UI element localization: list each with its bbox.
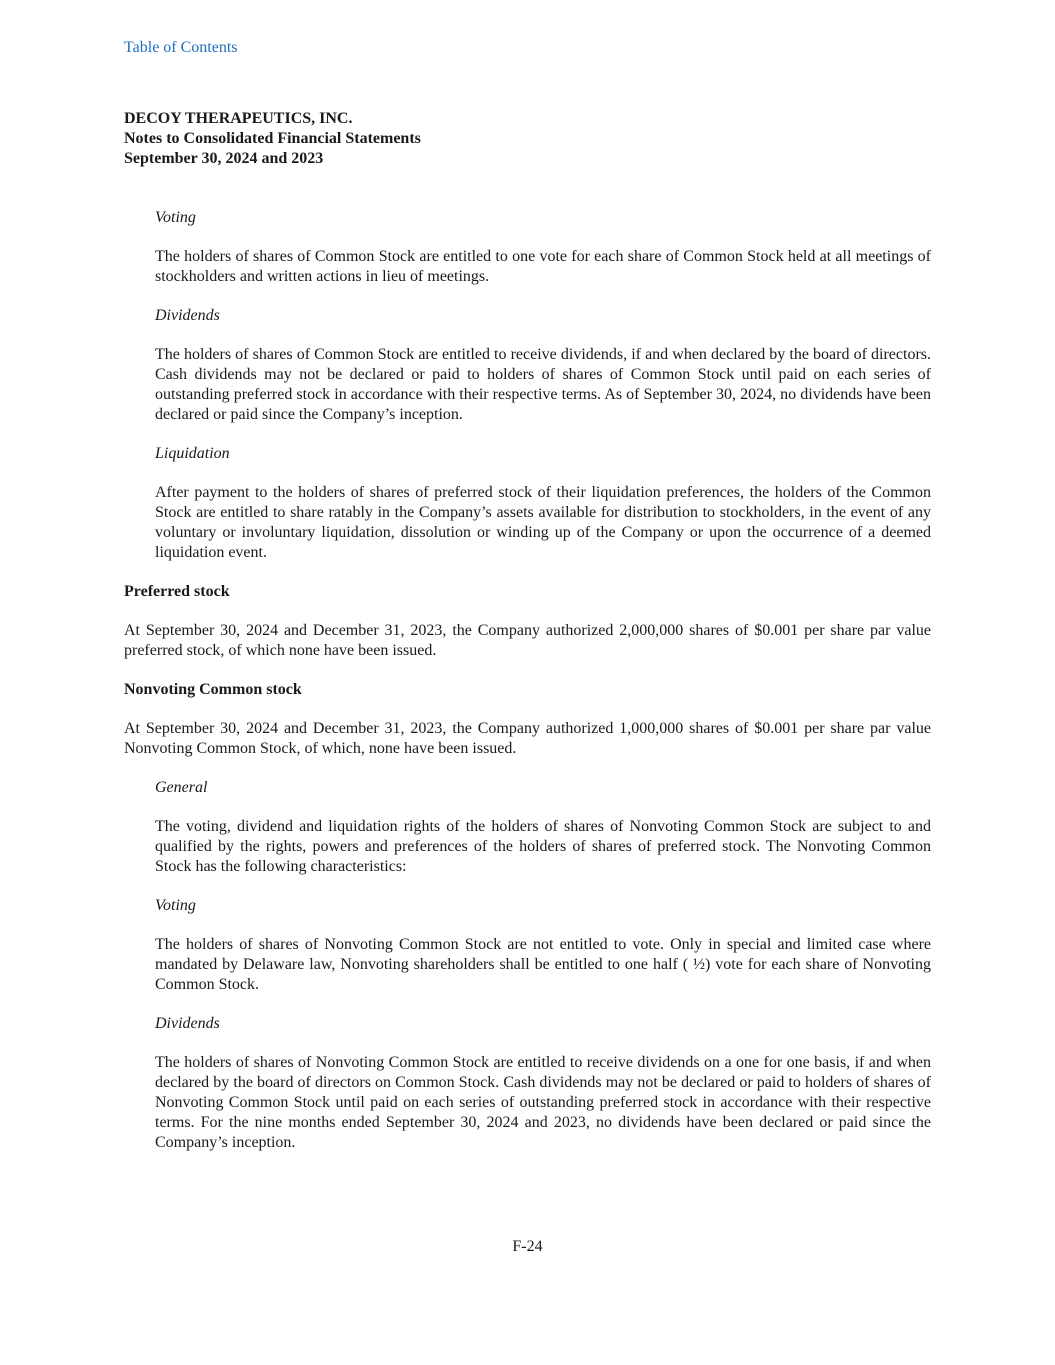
nonvoting-voting-paragraph: The holders of shares of Nonvoting Common Stock are not entitled to vote. Only in special and limited case where mandated by Delaware law, Nonvoting shareholders shall be entitled to one half ( ½) vote for each share of Nonvoting Common Stock. <box>155 936 931 993</box>
notes-body <box>124 208 931 1153</box>
nonvoting-voting-subheading: Voting <box>155 897 196 914</box>
company-name: DECOY THERAPEUTICS, INC. <box>124 110 353 127</box>
liquidation-subheading: Liquidation <box>155 445 230 462</box>
general-subheading: General <box>155 779 208 796</box>
preferred-stock-paragraph: At September 30, 2024 and December 31, 2023, the Company authorized 2,000,000 shares of $0.001 per share par value preferred stock, of which none have been issued. <box>124 622 931 659</box>
document-header <box>124 109 421 169</box>
preferred-stock-heading: Preferred stock <box>124 583 230 600</box>
statement-period: September 30, 2024 and 2023 <box>124 150 324 167</box>
liquidation-paragraph: After payment to the holders of shares of preferred stock of their liquidation preferences, the holders of the Common Stock are entitled to share ratably in the Company’s assets available for distribution to stockholders, in the event of any voluntary or involuntary liquidation, dissolution or winding up of the Company or upon the occurrence of a deemed liquidation event. <box>155 484 931 561</box>
general-paragraph: The voting, dividend and liquidation rights of the holders of shares of Nonvoting Common Stock are subject to and qualified by the rights, powers and preferences of the holders of shares of preferred stock. The Nonvoting Common Stock has the following characteristics: <box>155 818 931 875</box>
dividends-subheading: Dividends <box>155 307 220 324</box>
page-number: F-24 <box>512 1238 543 1255</box>
table-of-contents-link[interactable]: Table of Contents <box>124 39 238 56</box>
statement-title: Notes to Consolidated Financial Statements <box>124 130 421 147</box>
nonvoting-common-stock-heading: Nonvoting Common stock <box>124 681 302 698</box>
voting-paragraph: The holders of shares of Common Stock are entitled to one vote for each share of Common Stock held at all meetings of stockholders and written actions in lieu of meetings. <box>155 248 931 285</box>
nonvoting-dividends-paragraph: The holders of shares of Nonvoting Common Stock are entitled to receive dividends on a one for one basis, if and when declared by the board of directors on Common Stock. Cash dividends may not be declared or paid to holders of shares of Nonvoting Common Stock until paid on each series of outstanding preferred stock in accordance with their respective terms. For the nine months ended September 30, 2024 and 2023, no dividends have been declared or paid since the Company’s inception. <box>155 1054 931 1151</box>
voting-subheading: Voting <box>155 209 196 226</box>
dividends-paragraph: The holders of shares of Common Stock are entitled to receive dividends, if and when declared by the board of directors. Cash dividends may not be declared or paid to holders of shares of Common Stock until paid on each series of outstanding preferred stock in accordance with their respective terms. As of September 30, 2024, no dividends have been declared or paid since the Company’s inception. <box>155 346 931 423</box>
nonvoting-common-stock-paragraph: At September 30, 2024 and December 31, 2023, the Company authorized 1,000,000 shares of $0.001 per share par value Nonvoting Common Stock, of which, none have been issued. <box>124 720 931 757</box>
nonvoting-dividends-subheading: Dividends <box>155 1015 220 1032</box>
